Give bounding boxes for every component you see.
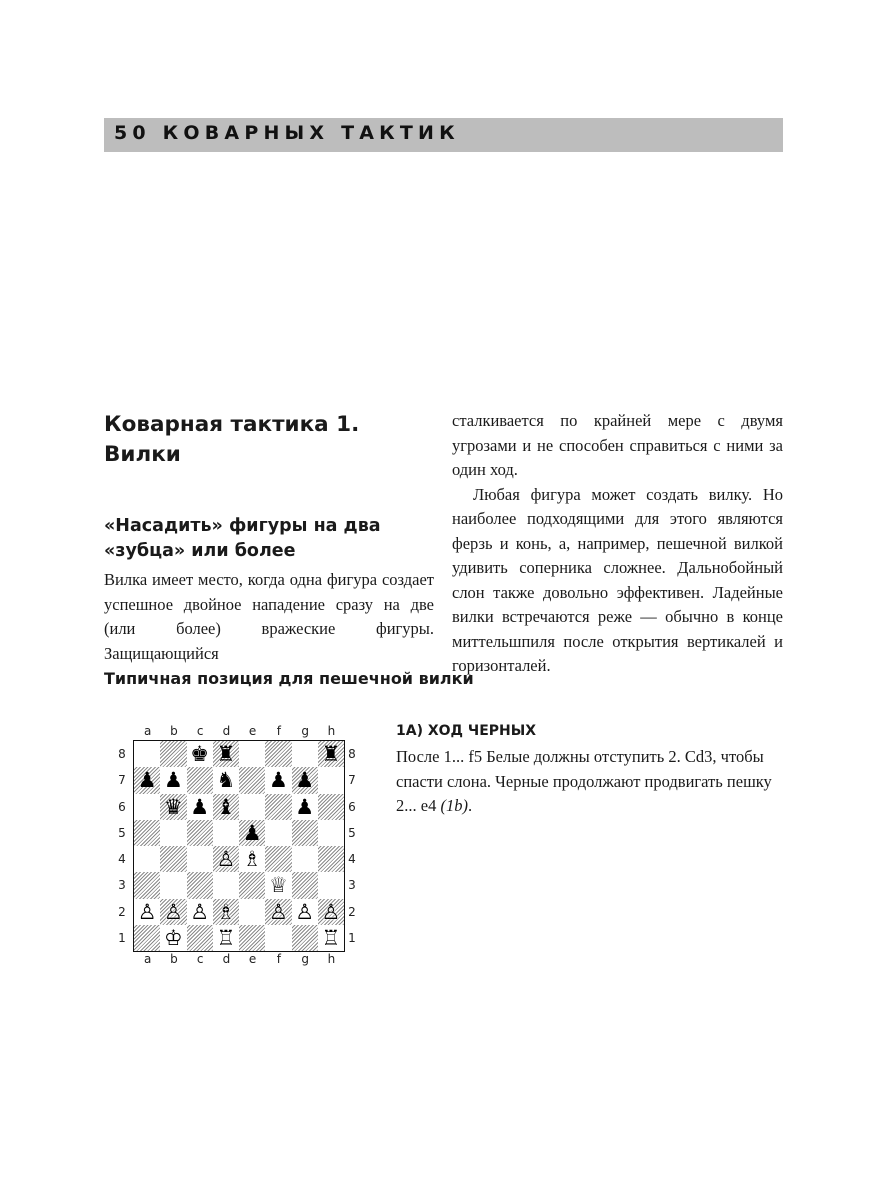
file-label-e-top: e xyxy=(248,724,257,738)
file-label-a-bottom: a xyxy=(143,952,152,966)
square-b5 xyxy=(160,820,186,846)
square-a1 xyxy=(134,925,160,951)
square-a8 xyxy=(134,741,160,767)
square-h4 xyxy=(318,846,344,872)
rank-label-7-right: 7 xyxy=(348,773,356,788)
piece-white-d2: ♗ xyxy=(216,899,236,924)
piece-white-g2: ♙ xyxy=(295,899,315,924)
section-title: Коварная тактика 1. Вилки xyxy=(104,412,360,467)
rank-label-1-right: 1 xyxy=(348,930,356,945)
piece-white-f3: ♕ xyxy=(268,873,288,898)
file-label-b-top: b xyxy=(170,724,178,738)
piece-white-d4: ♙ xyxy=(216,847,236,871)
square-h6 xyxy=(318,794,344,820)
piece-black-c6: ♟ xyxy=(190,794,210,819)
piece-white-b2: ♙ xyxy=(163,899,183,924)
paragraph: сталкивается по крайней мере с двумя угрозами и не способен справиться с ними за один ход. xyxy=(452,411,783,479)
file-label-a-top: a xyxy=(143,724,152,738)
piece-white-h2: ♙ xyxy=(321,899,341,924)
file-label-d-top: d xyxy=(222,724,231,738)
rank-label-8-right: 8 xyxy=(348,747,356,762)
file-label-h-top: h xyxy=(327,724,336,738)
square-e1 xyxy=(239,925,265,951)
piece-black-d6: ♝ xyxy=(216,794,236,819)
square-f4 xyxy=(265,846,291,872)
square-c1 xyxy=(187,925,213,951)
square-e8 xyxy=(239,741,265,767)
rank-label-2-left: 2 xyxy=(118,904,126,919)
square-f6 xyxy=(265,794,291,820)
piece-white-f2: ♙ xyxy=(268,899,288,924)
diagram-heading: Типичная позиция для пешечной вилки xyxy=(104,669,474,688)
piece-black-f7: ♟ xyxy=(268,768,288,793)
file-label-g-top: g xyxy=(301,724,309,738)
square-a5 xyxy=(134,820,160,846)
square-h3 xyxy=(318,872,344,898)
piece-black-d8: ♜ xyxy=(216,742,236,766)
piece-white-b1: ♔ xyxy=(163,925,183,950)
section-subtitle: «Насадить» фигуры на два «зубца» или более xyxy=(104,516,381,561)
piece-black-b6: ♛ xyxy=(163,794,183,819)
file-label-f-top: f xyxy=(276,724,281,738)
square-d3 xyxy=(213,872,239,898)
square-c4 xyxy=(187,846,213,872)
rank-label-1-left: 1 xyxy=(118,930,126,945)
rank-label-3-left: 3 xyxy=(118,878,126,893)
diagram-caption-text: После 1... f5 Белые должны отступить 2. Cd3, чтобы спасти слона. Черные продолжают продвигать пешку 2... e4 (1b). xyxy=(396,747,772,815)
piece-white-c2: ♙ xyxy=(190,899,210,924)
paragraph: Вилка имеет место, когда одна фигура создает успешное двойное нападение сразу на две (или более) вражеские фигуры. Защищающийся xyxy=(104,570,434,663)
piece-white-d1: ♖ xyxy=(216,925,236,950)
rank-label-6-right: 6 xyxy=(348,799,356,814)
rank-label-2-right: 2 xyxy=(348,904,356,919)
square-g1 xyxy=(292,925,318,951)
square-a3 xyxy=(134,872,160,898)
rank-label-4-right: 4 xyxy=(348,852,356,867)
rank-label-3-right: 3 xyxy=(348,878,356,893)
rank-label-8-left: 8 xyxy=(118,747,126,762)
piece-black-c8: ♚ xyxy=(190,742,210,766)
piece-white-e4: ♗ xyxy=(242,847,262,871)
square-f1 xyxy=(265,925,291,951)
rank-label-5-right: 5 xyxy=(348,825,356,840)
piece-black-g7: ♟ xyxy=(295,768,315,793)
file-label-g-bottom: g xyxy=(301,952,309,966)
square-b8 xyxy=(160,741,186,767)
file-label-c-bottom: c xyxy=(196,952,204,966)
square-f8 xyxy=(265,741,291,767)
chess-board xyxy=(133,740,345,952)
left-column-text xyxy=(104,568,434,666)
square-a4 xyxy=(134,846,160,872)
file-label-h-bottom: h xyxy=(327,952,336,966)
paragraph: Любая фигура может создать вилку. Но наиболее подходящими для этого являются ферзь и конь, а, например, пешечной вилкой удивить соперника сложнее. Дальнобойный слон также довольно эффективен. Ладейные вилки встречаются реже — обычно в конце миттельшпиля после открытия вертикалей и горизонталей. xyxy=(452,484,783,675)
rank-label-7-left: 7 xyxy=(118,773,126,788)
square-e7 xyxy=(239,767,265,793)
square-e3 xyxy=(239,872,265,898)
square-c3 xyxy=(187,872,213,898)
file-label-c-top: c xyxy=(196,724,204,738)
piece-black-h8: ♜ xyxy=(321,742,341,766)
square-h5 xyxy=(318,820,344,846)
right-column-text xyxy=(452,409,783,679)
rank-label-5-left: 5 xyxy=(118,825,126,840)
square-g5 xyxy=(292,820,318,846)
piece-black-d7: ♞ xyxy=(216,768,236,793)
piece-black-a7: ♟ xyxy=(137,768,157,793)
rank-label-4-left: 4 xyxy=(118,852,126,867)
square-e2 xyxy=(239,899,265,925)
file-label-e-bottom: e xyxy=(248,952,257,966)
piece-black-g6: ♟ xyxy=(295,794,315,819)
square-g4 xyxy=(292,846,318,872)
piece-black-e5: ♟ xyxy=(242,820,262,845)
piece-black-b7: ♟ xyxy=(163,768,183,793)
chess-diagram xyxy=(110,720,370,970)
piece-white-a2: ♙ xyxy=(137,899,157,924)
file-label-d-bottom: d xyxy=(222,952,231,966)
square-g3 xyxy=(292,872,318,898)
square-b4 xyxy=(160,846,186,872)
file-label-f-bottom: f xyxy=(276,952,281,966)
square-c5 xyxy=(187,820,213,846)
square-g8 xyxy=(292,741,318,767)
diagram-reference: (1b) xyxy=(440,796,468,815)
square-a6 xyxy=(134,794,160,820)
piece-white-h1: ♖ xyxy=(321,925,341,950)
file-label-b-bottom: b xyxy=(170,952,178,966)
running-header xyxy=(104,118,783,152)
square-c7 xyxy=(187,767,213,793)
square-e6 xyxy=(239,794,265,820)
square-b3 xyxy=(160,872,186,898)
diagram-caption-title: 1A) ХОД ЧЕРНЫХ xyxy=(396,723,537,739)
square-f5 xyxy=(265,820,291,846)
running-header-title: 50 КОВАРНЫХ ТАКТИК xyxy=(114,122,460,144)
square-d5 xyxy=(213,820,239,846)
rank-label-6-left: 6 xyxy=(118,799,126,814)
square-h7 xyxy=(318,767,344,793)
